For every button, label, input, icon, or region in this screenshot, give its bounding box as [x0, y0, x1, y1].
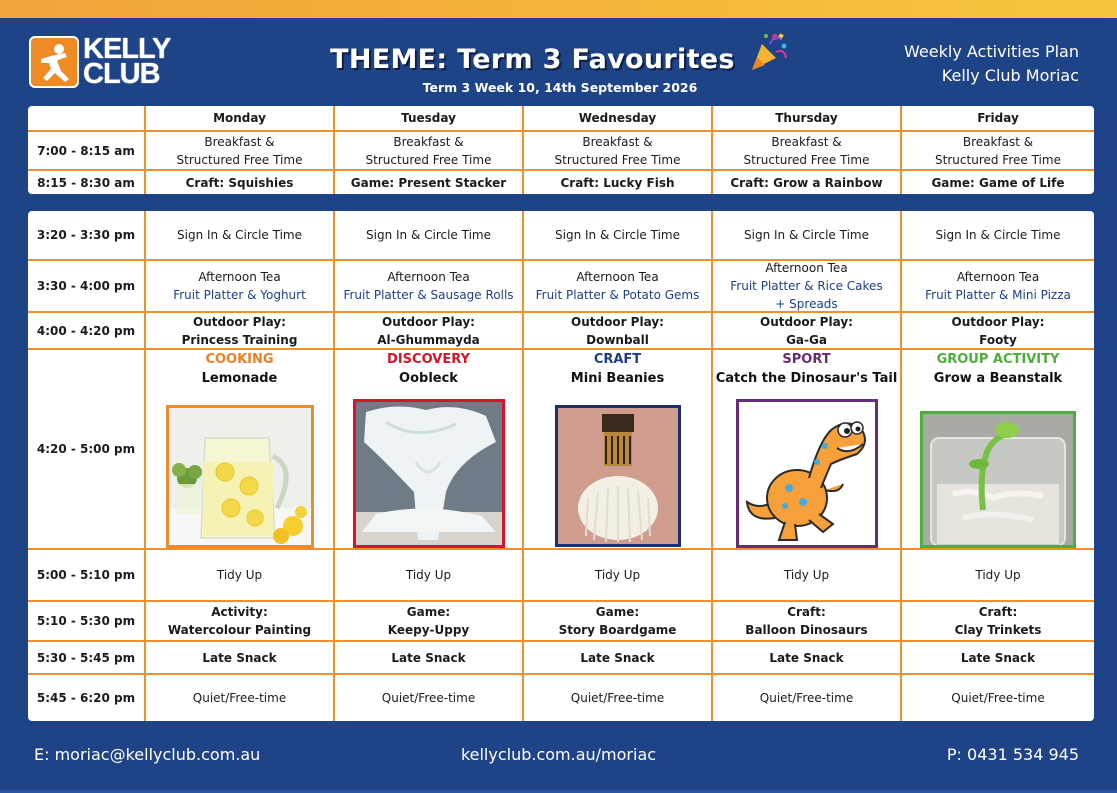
footer-phone: P: 0431 534 945 [946, 745, 1079, 764]
top-gradient-bar [0, 0, 1117, 18]
morning-activity-wednesday: Craft: Lucky Fish [524, 171, 713, 194]
main-activity-thursday [713, 350, 902, 550]
late-activity-name: Balloon Dinosaurs [745, 623, 868, 637]
time-slot-afternoon-tea: 3:30 - 4:00 pm [28, 261, 146, 313]
dinosaur-illustration [736, 399, 878, 548]
late-activity-monday [146, 602, 335, 642]
lemonade-photo [166, 405, 314, 548]
quiet-time-monday: Quiet/Free-time [146, 675, 335, 721]
tidy-up-tuesday: Tidy Up [335, 550, 524, 602]
late-activity-label: Activity: [211, 605, 268, 619]
breakfast-cell-wednesday [524, 132, 713, 171]
quiet-time-thursday: Quiet/Free-time [713, 675, 902, 721]
tea-cell-monday [146, 261, 335, 313]
late-activity-name: Watercolour Painting [167, 623, 312, 637]
quiet-time-wednesday: Quiet/Free-time [524, 675, 713, 721]
activity-title: Mini Beanies [570, 371, 665, 386]
tidy-up-monday: Tidy Up [146, 550, 335, 602]
sign-in-wednesday: Sign In & Circle Time [524, 211, 713, 261]
breakfast-line-2: Structured Free Time [365, 152, 492, 167]
party-popper-icon [748, 30, 790, 76]
morning-activity-monday: Craft: Squishies [146, 171, 335, 194]
tea-menu: Fruit Platter & Potato Gems [535, 288, 700, 302]
late-activity-thursday [713, 602, 902, 642]
main-activity-friday [902, 350, 1094, 550]
day-header-thursday: Thursday [713, 106, 902, 132]
breakfast-line-2: Structured Free Time [743, 152, 870, 167]
morning-schedule-panel [28, 106, 1094, 194]
late-snack-tuesday: Late Snack [335, 642, 524, 675]
outdoor-cell-tuesday [335, 313, 524, 350]
outdoor-activity: Footy [979, 332, 1017, 347]
quiet-time-tuesday: Quiet/Free-time [335, 675, 524, 721]
late-activity-label: Game: [595, 605, 640, 619]
morning-activity-thursday: Craft: Grow a Rainbow [713, 171, 902, 194]
late-activity-label: Craft: [787, 605, 826, 619]
time-slot-morning-activity: 8:15 - 8:30 am [28, 171, 146, 194]
day-header-monday: Monday [146, 106, 335, 132]
plan-title: Weekly Activities Plan [904, 42, 1079, 61]
breakfast-line-1: Breakfast & [393, 134, 464, 149]
outdoor-label: Outdoor Play: [193, 314, 286, 329]
page-header [300, 30, 820, 95]
time-slot-main-activity: 4:20 - 5:00 pm [28, 350, 146, 550]
tea-menu: Fruit Platter & Sausage Rolls [343, 288, 514, 302]
late-activity-name: Keepy-Uppy [387, 623, 470, 637]
activity-title: Catch the Dinosaur's Tail [715, 371, 898, 386]
activity-title: Lemonade [201, 371, 278, 386]
day-header-friday: Friday [902, 106, 1094, 132]
corner-cell [28, 106, 146, 132]
page-title: THEME: Term 3 Favourites [330, 44, 735, 75]
tea-label: Afternoon Tea [198, 270, 281, 284]
breakfast-line-1: Breakfast & [771, 134, 842, 149]
club-name: Kelly Club Moriac [941, 66, 1079, 85]
tea-menu: Fruit Platter & Mini Pizza [925, 288, 1071, 302]
page-subtitle: Term 3 Week 10, 14th September 2026 [422, 80, 698, 95]
morning-activity-tuesday: Game: Present Stacker [335, 171, 524, 194]
main-activity-tuesday [335, 350, 524, 550]
main-activity-wednesday [524, 350, 713, 550]
time-slot-tidy-up: 5:00 - 5:10 pm [28, 550, 146, 602]
late-activity-friday [902, 602, 1094, 642]
outdoor-cell-thursday [713, 313, 902, 350]
beanstalk-jar-photo [920, 411, 1076, 548]
sign-in-tuesday: Sign In & Circle Time [335, 211, 524, 261]
late-snack-monday: Late Snack [146, 642, 335, 675]
time-slot-late-activity: 5:10 - 5:30 pm [28, 602, 146, 642]
day-header-tuesday: Tuesday [335, 106, 524, 132]
tea-label: Afternoon Tea [765, 261, 848, 275]
outdoor-activity: Downball [586, 332, 649, 347]
tidy-up-friday: Tidy Up [902, 550, 1094, 602]
outdoor-label: Outdoor Play: [760, 314, 853, 329]
tidy-up-wednesday: Tidy Up [524, 550, 713, 602]
late-activity-name: Clay Trinkets [954, 623, 1042, 637]
late-snack-friday: Late Snack [902, 642, 1094, 675]
footer-website[interactable]: kellyclub.com.au/moriac [460, 745, 657, 764]
activity-category: GROUP ACTIVITY [936, 352, 1060, 367]
tea-label: Afternoon Tea [576, 270, 659, 284]
tea-cell-friday [902, 261, 1094, 313]
activity-category: SPORT [782, 352, 831, 367]
outdoor-label: Outdoor Play: [951, 314, 1045, 329]
tea-menu: Fruit Platter & Rice Cakes + Spreads [730, 279, 883, 311]
breakfast-line-1: Breakfast & [962, 134, 1034, 149]
outdoor-activity: Princess Training [181, 332, 298, 347]
breakfast-line-1: Breakfast & [204, 134, 275, 149]
late-snack-wednesday: Late Snack [524, 642, 713, 675]
activity-title: Grow a Beanstalk [933, 371, 1063, 386]
outdoor-activity: Al-Ghummayda [377, 332, 480, 347]
kelly-club-figure-icon [29, 36, 79, 88]
outdoor-cell-friday [902, 313, 1094, 350]
tea-cell-tuesday [335, 261, 524, 313]
tea-cell-thursday [713, 261, 902, 313]
logo-line-1: KELLY [83, 33, 171, 65]
breakfast-line-2: Structured Free Time [935, 152, 1061, 167]
tea-menu: Fruit Platter & Yoghurt [173, 288, 306, 302]
main-activity-monday [146, 350, 335, 550]
breakfast-cell-monday [146, 132, 335, 171]
outdoor-cell-wednesday [524, 313, 713, 350]
sign-in-monday: Sign In & Circle Time [146, 211, 335, 261]
logo-line-2: CLUB [83, 58, 160, 90]
plan-info [904, 40, 1079, 88]
afternoon-schedule-panel [28, 211, 1094, 721]
breakfast-cell-thursday [713, 132, 902, 171]
tidy-up-thursday: Tidy Up [713, 550, 902, 602]
sign-in-thursday: Sign In & Circle Time [713, 211, 902, 261]
breakfast-cell-tuesday [335, 132, 524, 171]
tea-label: Afternoon Tea [956, 270, 1040, 284]
day-header-wednesday: Wednesday [524, 106, 713, 132]
late-activity-name: Story Boardgame [558, 623, 677, 637]
time-slot-outdoor-play: 4:00 - 4:20 pm [28, 313, 146, 350]
tea-cell-wednesday [524, 261, 713, 313]
breakfast-line-2: Structured Free Time [554, 152, 681, 167]
activity-category: DISCOVERY [387, 352, 470, 367]
activity-category: CRAFT [593, 352, 642, 367]
quiet-time-friday: Quiet/Free-time [951, 691, 1045, 705]
late-activity-label: Game: [406, 605, 451, 619]
activity-category: COOKING [205, 352, 274, 367]
breakfast-line-1: Breakfast & [582, 134, 653, 149]
tea-label: Afternoon Tea [387, 270, 470, 284]
late-activity-wednesday [524, 602, 713, 642]
sign-in-friday: Sign In & Circle Time [902, 211, 1094, 261]
outdoor-cell-monday [146, 313, 335, 350]
breakfast-line-2: Structured Free Time [176, 152, 303, 167]
oobleck-photo [353, 399, 505, 548]
mini-beanie-photo [555, 405, 681, 547]
footer-email[interactable]: E: moriac@kellyclub.com.au [34, 745, 261, 764]
time-slot-sign-in: 3:20 - 3:30 pm [28, 211, 146, 261]
late-activity-label: Craft: [978, 605, 1018, 619]
time-slot-breakfast: 7:00 - 8:15 am [28, 132, 146, 171]
outdoor-label: Outdoor Play: [382, 314, 475, 329]
time-slot-late-snack: 5:30 - 5:45 pm [28, 642, 146, 675]
time-slot-quiet-time: 5:45 - 6:20 pm [28, 675, 146, 721]
outdoor-label: Outdoor Play: [571, 314, 664, 329]
breakfast-cell-friday [902, 132, 1094, 171]
activity-title: Oobleck [399, 371, 458, 386]
kelly-club-logo [29, 34, 173, 90]
morning-activity-friday: Game: Game of Life [931, 175, 1065, 190]
late-activity-tuesday [335, 602, 524, 642]
late-snack-thursday: Late Snack [713, 642, 902, 675]
outdoor-activity: Ga-Ga [786, 332, 827, 347]
